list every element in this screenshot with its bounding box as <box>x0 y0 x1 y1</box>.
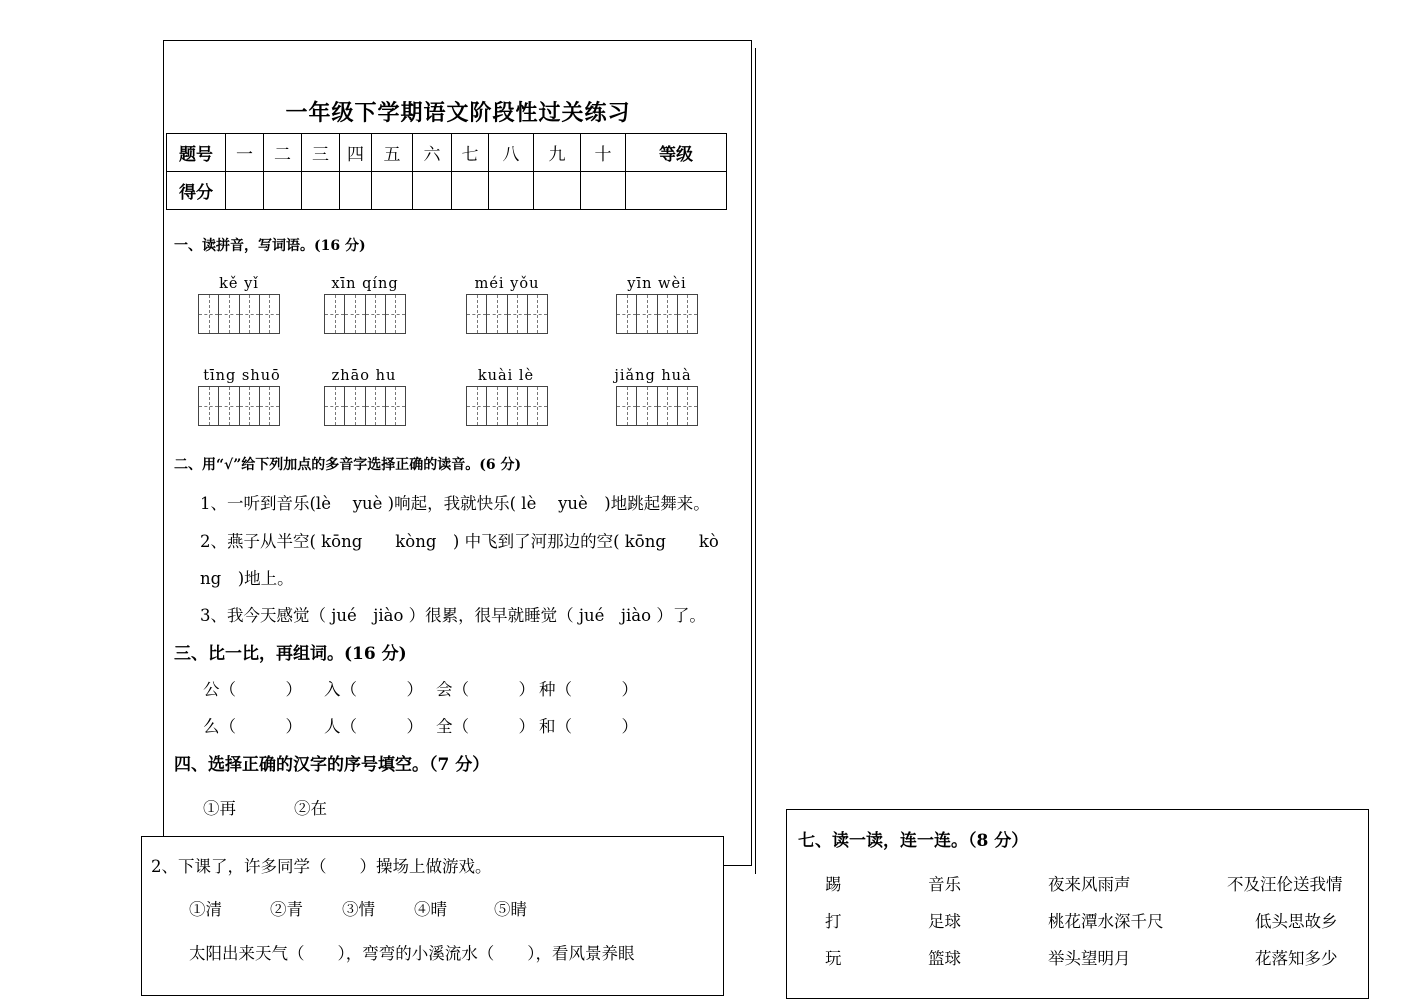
column-header: 三 <box>302 134 340 172</box>
option-item: ③情 <box>342 900 375 919</box>
option-item: ②青 <box>270 900 303 919</box>
page-title: 一年级下学期语文阶段性过关练习 <box>285 100 631 126</box>
writing-grid[interactable] <box>324 294 406 334</box>
writing-grid[interactable] <box>466 386 548 426</box>
option-item: ①再 <box>203 799 236 818</box>
polyphone-line-2: 2、燕子从半空( kōng kòng ) 中飞到了河那边的空( kōng kò <box>200 532 719 551</box>
pinyin-label: yīn wèi <box>627 276 687 292</box>
column-header: 一 <box>226 134 264 172</box>
pinyin-label: kuài lè <box>477 368 535 384</box>
option-item: ⑤睛 <box>494 900 527 919</box>
option-item: ①清 <box>189 900 222 919</box>
option-item: ④晴 <box>414 900 447 919</box>
match-word[interactable]: 打 <box>825 912 842 931</box>
page-1-side-line <box>755 48 756 874</box>
score-table-score-row <box>167 172 727 210</box>
compare-word-item: 种（ ） <box>539 680 638 699</box>
column-header: 十 <box>581 134 626 172</box>
compare-word-item: 入（ ） <box>324 680 423 699</box>
section-7-heading: 七、读一读，连一连。（8 分） <box>798 831 1029 851</box>
writing-grid[interactable] <box>466 294 548 334</box>
column-header: 六 <box>413 134 452 172</box>
compare-word-item: 和（ ） <box>539 717 638 736</box>
score-cell[interactable] <box>489 172 534 210</box>
match-word[interactable]: 夜来风雨声 <box>1048 875 1131 894</box>
compare-word-item: 全（ ） <box>436 717 535 736</box>
writing-grid[interactable] <box>324 386 406 426</box>
score-cell[interactable] <box>340 172 372 210</box>
match-word[interactable]: 踢 <box>825 875 842 894</box>
pinyin-label: xīn qíng <box>331 276 399 292</box>
match-word[interactable]: 玩 <box>825 949 842 968</box>
match-word[interactable]: 篮球 <box>928 949 961 968</box>
pinyin-label: kě yǐ <box>219 276 259 292</box>
score-cell[interactable] <box>264 172 302 210</box>
match-word[interactable]: 低头思故乡 <box>1255 912 1338 931</box>
column-header-grade: 等级 <box>626 134 727 172</box>
pinyin-label: méi yǒu <box>474 276 540 292</box>
column-header: 二 <box>264 134 302 172</box>
score-cell[interactable] <box>372 172 413 210</box>
section-1-heading: 一、读拼音，写词语。(16 分) <box>174 238 366 254</box>
compare-word-item: 人（ ） <box>324 717 423 736</box>
column-header: 四 <box>340 134 372 172</box>
score-cell[interactable] <box>581 172 626 210</box>
score-cell[interactable] <box>302 172 340 210</box>
writing-grid[interactable] <box>616 386 698 426</box>
page-2-sentence: 太阳出来天气（ ），弯弯的小溪流水（ ），看风景养眼 <box>189 944 635 963</box>
writing-grid[interactable] <box>616 294 698 334</box>
match-word[interactable]: 举头望明月 <box>1048 949 1131 968</box>
section-2-heading: 二、用“√”给下列加点的多音字选择正确的读音。(6 分) <box>174 457 522 473</box>
polyphone-line-2-continued: ng )地上。 <box>200 569 294 588</box>
score-cell[interactable] <box>226 172 264 210</box>
score-table-header-row <box>167 134 727 172</box>
score-cell[interactable] <box>534 172 581 210</box>
match-word[interactable]: 足球 <box>928 912 961 931</box>
section-3-heading: 三、比一比，再组词。(16 分) <box>174 644 407 664</box>
match-word[interactable]: 花落知多少 <box>1255 949 1338 968</box>
page-2-question: 2、下课了，许多同学（ ）操场上做游戏。 <box>151 857 492 876</box>
column-header: 七 <box>452 134 489 172</box>
score-cell[interactable] <box>413 172 452 210</box>
match-word[interactable]: 不及汪伦送我情 <box>1227 875 1343 894</box>
row-header-question-number: 题号 <box>167 134 226 172</box>
polyphone-line-1: 1、一听到音乐(lè yuè )响起，我就快乐( lè yuè )地跳起舞来。 <box>200 494 710 513</box>
column-header: 八 <box>489 134 534 172</box>
column-header: 五 <box>372 134 413 172</box>
pinyin-label: tīng shuō <box>203 368 281 384</box>
row-header-score: 得分 <box>167 172 226 210</box>
match-word[interactable]: 音乐 <box>928 875 961 894</box>
writing-grid[interactable] <box>198 386 280 426</box>
compare-word-item: 公（ ） <box>203 680 302 699</box>
compare-word-item: 么（ ） <box>203 717 302 736</box>
option-item: ②在 <box>294 799 327 818</box>
score-cell[interactable] <box>452 172 489 210</box>
section-4-heading: 四、选择正确的汉字的序号填空。（7 分） <box>174 755 490 775</box>
compare-word-item: 会（ ） <box>436 680 535 699</box>
pinyin-label: zhāo hu <box>331 368 397 384</box>
score-table <box>166 133 727 210</box>
score-cell[interactable] <box>626 172 727 210</box>
column-header: 九 <box>534 134 581 172</box>
match-word[interactable]: 桃花潭水深千尺 <box>1048 912 1164 931</box>
pinyin-label: jiǎng huà <box>614 368 692 384</box>
writing-grid[interactable] <box>198 294 280 334</box>
polyphone-line-3: 3、我今天感觉（ jué jiào ）很累，很早就睡觉（ jué jiào ）了。 <box>200 606 706 625</box>
